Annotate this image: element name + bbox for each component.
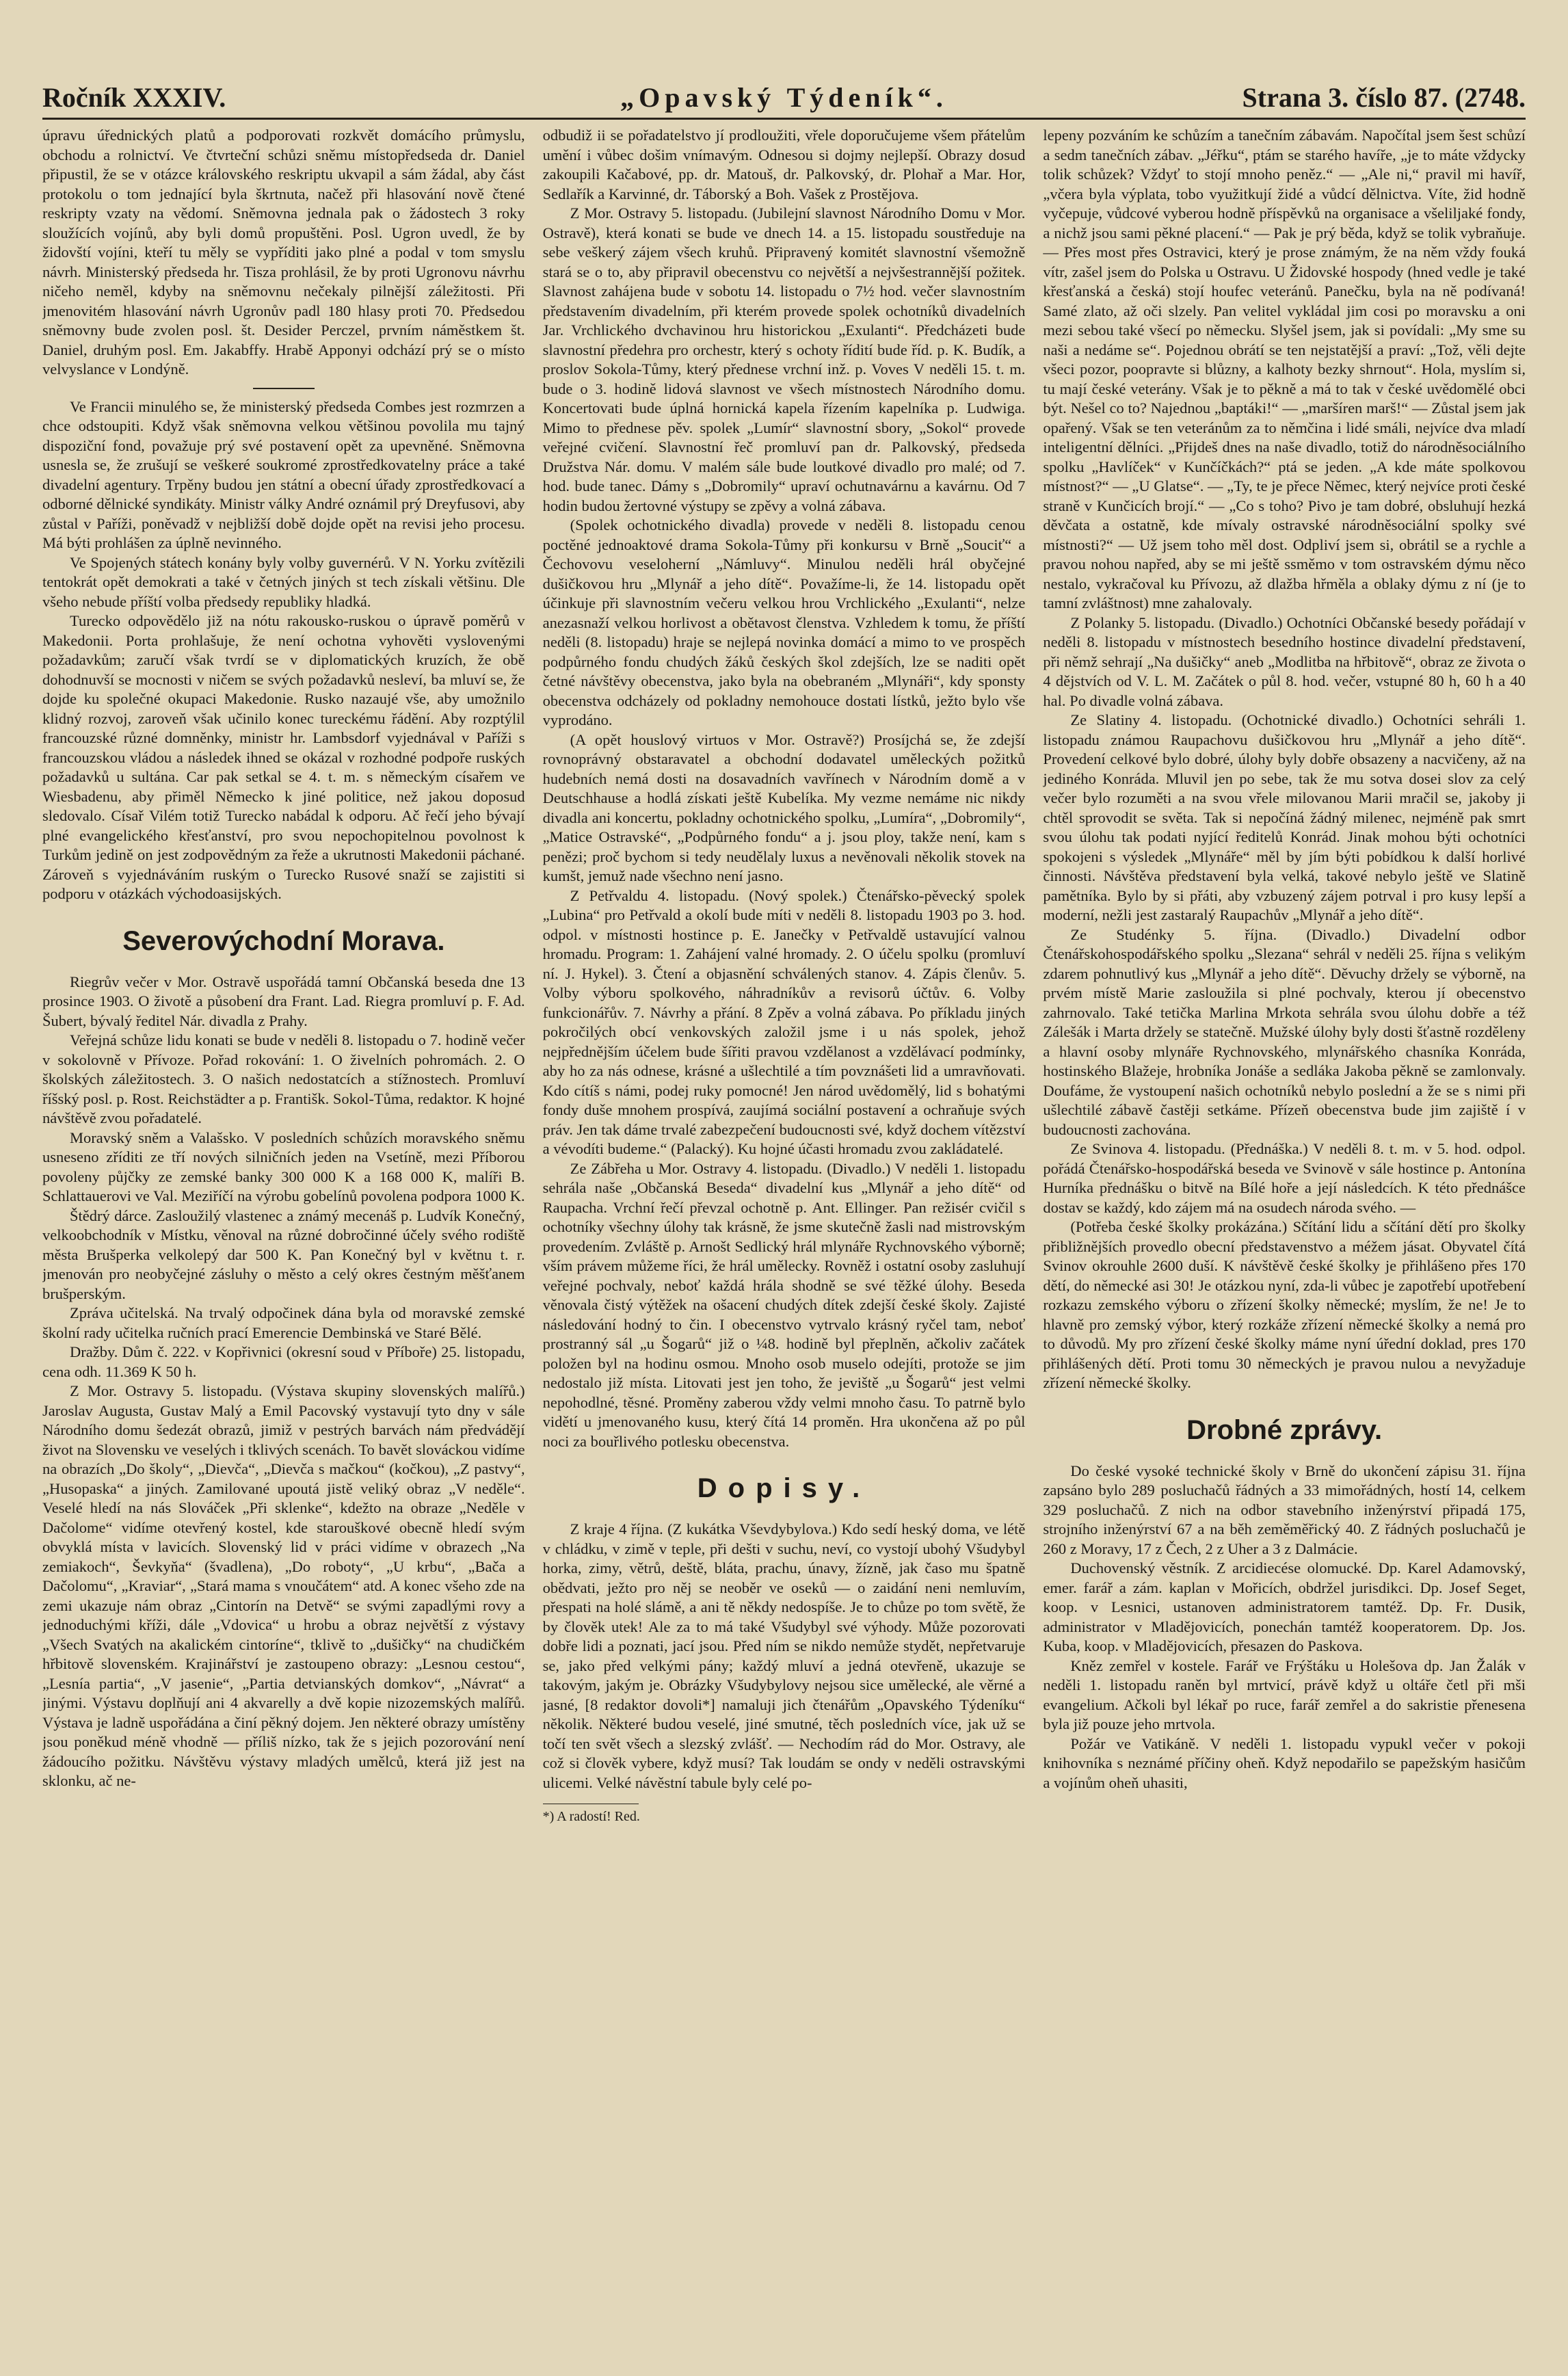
volume-label: Ročník XXXIV. <box>42 81 226 113</box>
article-paragraph: Dražby. Dům č. 222. v Kopřivnici (okresní soud v Příboře) 25. listopadu, cena odh. 11.369 K 50 h. <box>42 1343 525 1380</box>
article-paragraph: Štědrý dárce. Zasloužilý vlastenec a známý mecenáš p. Ludvík Konečný, velkoobchodník v Místku, věnoval na různé dobročinné účely svého rodiště města Brušperka velkolepý dar 500 K. Pan Konečný byl v květnu t. r. jmenován pro neobyčejné zásluhy o město a celý okres čestným měšťanem brušperským. <box>42 1206 525 1302</box>
article-paragraph: Požár ve Vatikáně. V neděli 1. listopadu vypukl večer v pokoji knihovníka s neznámé příčiny oheň. Když nepodařilo se papežským hasičům a vojínům oheň uhasiti, <box>1043 1734 1526 1791</box>
article-paragraph: (Spolek ochotnického divadla) provede v neděli 8. listopadu cenou poctěné jednoaktové drama Sokola-Tůmy při konkursu v Brně „Souciť“ a Čechovovu veseloherní „Námluvy“. Minulou neděli hrál obyčejné dušičkovou hru „Mlynář a jeho dítě“. Považíme-li, že 14. listopadu opět účinkuje při slavnostním večeru velkou hrou Vrchlického „Exulanti“, nelze anezasnaží velkou horlivost a obětavost členstva. Vzhledem k tomu, že příští neděli (8. listopadu) hraje se nejlepá novinka domácí a mimo to ve prospěch podpůrného fondu chudých žáků českých škol zdejších, lze se naditi opět četné návštěvy obecenstva, jako byla na obebraném „Mlynáři“, kdy sponsty obecenstva odcházely od pokladny nemohouce dostati lístků, ježto bylo vše vyprodáno. <box>542 516 1026 728</box>
column-1 <box>42 126 525 2335</box>
article-paragraph: Zpráva učitelská. Na trvalý odpočinek dána byla od moravské zemské školní rady učitelka ručních prací Emerencie Dembinská ve Staré Bělé. <box>42 1304 525 1341</box>
article-paragraph: lepeny pozváním ke schůzím a tanečním zábavám. Napočítal jsem šest schůzí a sedm tanečních zábav. „Jéřku“, ptám se starého havíře, „je to máte vždycky tolik schůzek? Vždyť to stojí mnoho peněz.“ — „Ale ni,“ pravil mi havíř, „včera byla výplata, tobo využitkují židé a vůdcí dělnictva. Víte, žid hodně vyčepuje, vůdcové vyberou hodně příspěvků na organisace a všeliljaké fondy, a nichž jsou sami pěkné placení.“ — Pak je prý běda, když se tolik vybraňuje. — Přes most přes Ostravici, který je prose známým, že na něm vždy fouká vítr, zašel jsem do Polska u Ostravu. U Židovské hospody (hned vedle je také křesťanská a česká) stojí houfec veteránů. Panečku, byla na ně podívaná! Samé zlato, až oči slzely. Pan velitel vykládal jim cosi po moravsku a oni mezi sebou také všecí po německu. Slyšel jsem, jak si povídali: „My sme su naši a nedáme se“. Pojednou obrátí se ten nejstatější a praví: „Tož, věli dejte všeci pozor, poopravte si blůzny, a kalhoty bezky shrnout“. Hola, myslím si, tu mají české veterány. Však je to pěkně a má to tak v české uvědomělé obci být. Nešel co to? Najednou „baptáki!“ — „maršíren marš!“ — Zůstal jsem jak opařený. Však se ten veteránům za to němčina i lidé smáli, nejvíce dva mladí inteligentní dělníci. „Přijdeš dnes na naše divadlo, totiž do národněsociálního spolku „Havlíček“ v Kunčíčkách?“ ptá se jeden. „A kde máte spolkovou místnost?“ — „U Glatse“. — „Ty, te je přece Němec, který nejvíce proti české straně v Kunčicích brojí.“ — „Co s toho? Pivo je tam dobré, obsluhují hezká děvčata a ostatně, kde mívaly ostravské národněsociální spolky své místnosti?“ — Už jsem toho měl dost. Odpliví jsem si, obrátil se a rychle a pravou nohou napřed, aby se mi ještě ssměmo v tom ostravském dýmu něco nestalo, vykračoval ku Přívozu, až dlažba hřměla a oblaky dýmu z ní (je to tamní zvláštnost) mne zahalovaly. <box>1043 127 1526 611</box>
article-paragraph: Turecko odpovědělo již na nótu rakousko-ruskou o úpravě poměrů v Makedonii. Porta prohlašuje, že není ochotna vyhověti vyslovenými požadavkům; zaručí však tvrdí se v diplomatických kruzích, že obě dohodnuvší se mocnosti v ničem se svých požadavků nesleví, ba mluví se, že dojde ku společné okupaci Makedonie. Rusko nazaujé vše, aby umožnilo klidný rozvoj, zaroveň však učinilo konec tureckému řádění. Aby rozptýlil francouzské různé domněnky, ministr hr. Lambsdorf vyjednával v Paříži s francouzskou vládou a následek ihned se okázal v rozhodné podpoře ruských požadavků u sultána. Car pak setkal se 4. t. m. s německým císařem ve Wiesbadenu, aby přiměl Německo k jiné politice, než jakou doposud sledovalo. Císař Vilém totiž Turecko nabádal k odporu. Ač řečí jeho bývají plné evangelického křesťanství, pro svou nepochopitelnou povolnost k Turkům jedině on jest zodpovědným za řeže a ukrutnosti Makedonii páchané. Zároveň s vyjednáváním ruským o Turecko Rusové snaží se zajistiti si podporu v otázkách východoasijských. <box>42 612 525 902</box>
masthead <box>42 77 1526 120</box>
article-paragraph: Kněz zemřel v kostele. Farář ve Frýštáku u Holešova dp. Jan Žalák v neděli 1. listopadu raněn byl mrtvicí, právě když u oltáře četl při mši evangelium. Ačkoli byl lékař po ruce, farář zemřel a do sakristie přenesena byla již pouze jeho mrtvola. <box>1043 1656 1526 1732</box>
page-issue-label: Strana 3. číslo 87. (2748. <box>1242 81 1526 113</box>
footnote: *) A radostí! Red. <box>542 1809 640 1824</box>
section-heading: Severovýchodní Morava. <box>122 925 445 956</box>
article-paragraph: úpravu úřednických platů a podporovati rozkvět domácího průmyslu, obchodu a rolnictví. Ve čtvrteční schůzi sněmu místopředseda dr. Daniel připustil, že se v otázce královského reskriptu ukvapil a sám žádal, aby část protokolu o tom jednající byla škrtnuta, načež při hlasování nově čtené reskripty vzaty na vědomí. Sněmovna jednala pak o žádostech 3 roky sloužících vojínů, aby byli domů propuštěni. Posl. Ugron uvedl, že by židovští vojíni, kteří tu měly se vypříditi jako plné a podal v tom smyslu návrh. Ministerský předseda hr. Tisza prohlásil, že by proti Ugronovu návrhu ničeho neměl, kdyby na sněmovnu nečekaly pilnější záležitosti. Při jmenovitém hlasování návrh Ugronův padl 180 hlasy proti 70. Předsedou sněmovny bude zvolen posl. št. Desider Perczel, prvním náměstkem št. Daniel, druhým posl. Em. Jakabffy. Hrabě Apponyi odchází prý se o místo velvyslance v Londýně. <box>42 127 525 378</box>
article-paragraph: Z Petřvaldu 4. listopadu. (Nový spolek.) Čtenářsko-pěvecký spolek „Lubina“ pro Petřvald a okolí bude míti v neděli 8. listopadu 1903 po 3. hod. odpol. v místnosti hostince p. E. Janečky v Petřvaldě ustavující valnou hromadu. Program: 1. Zahájení valné hromady. 2. O účelu spolku (promluví ní. J. Hykel). 3. Čtení a objasnění schválených stanov. 4. Zápis členův. 5. Volby výboru spolkového, náhradníkův a revisorů účtův. 6. Volby funkcionářův. 7. Návrhy a přání. 8 Zpěv a volná zábava. Po příkladu jiných pokročilých obcí venkovských založil jsme i u nás spolek, jehož nejpřednějším účelem bude šířiti pravou vzdělanost a vzdělávací podmínky, aby ho za nás odnese, krásné a ušlechtilé a tím povznášeti lid a umravňovati. Kdo cítíš s námi, podej ruky pomocné! Jen národ uvědomělý, lid s bohatými fondy duše mnohem prospívá, zaujímá sociální postavení a ochraňuje svých práv. Jen tak dáme trvalé zabezpečení budoucnosti své, když dochem vítězství a vévodíti budeme.“ (Palacký). Ku hojné účasti hromadu zvou zakládatelé. <box>542 886 1026 1157</box>
article-paragraph: Ze Studénky 5. října. (Divadlo.) Divadelní odbor Čtenářskohospodářského spolku „Slezana“ sehrál v neděli 25. října s velikým zdarem pohnutlivý kus „Mlynář a jeho dítě“. Děvuchy držely se výborně, na prvém místě Marie zasloužila si plné pochvaly, kterou jí obecenstvo zahrnovalo. Také tetička Marlina Mrkota sehrála svou úlohu dobře a též Zálešák i Marta držely se statečně. Mužské úlohy byly dosti šťastně rozděleny a hlavní osoby mlynáře Rychnovského, mlynářského chasníka Konráda, hostinského Blažeje, hrobníka Jonáše a sedláka Jakoba pěkně se zamlonvaly. Doufáme, že vystoupení našich ochotníků nebylo poslední a že se s nimi při ušlechtilé zábavě častěji setkáme. Přízeň obecenstva bude jim zajiště í v budoucnosti zachována. <box>1043 925 1526 1138</box>
article-paragraph: Moravský sněm a Valašsko. V posledních schůzích moravského sněmu usneseno zříditi ze tří nových silničních jeden na Vsetíně, mezi Příborou povoleny půjčky ze zemské banky 300 000 K a 168 000 K, malíři B. Schlattauerovi ve Val. Meziříčí na výrobu gobelínů povolena podpora 1000 K. <box>42 1128 525 1204</box>
section-heading: Drobné zprávy. <box>1186 1414 1383 1445</box>
article-paragraph: Do české vysoké technické školy v Brně do ukončení zápisu 31. října zapsáno bylo 289 posluchačů řádných a 33 mimořádných, hostí 14, celkem 329 posluchačů. Z nich na odbor stavebního inženýrství připadá 175, strojního inženýrství 67 a na běh zeměměřický 40. Z řádných posluchačů je 260 z Moravy, 17 z Čech, 2 z Uher a 3 z Dalmácie. <box>1043 1462 1526 1557</box>
article-paragraph: (A opět houslový virtuos v Mor. Ostravě?) Prosíjchá se, že zdejší rovnoprávný obstaravatel a obchodní dodavatel uměleckých požitků hudebních nemá dosti na dosavadních vavřínech v Národním domě a v Deutschhause a hodlá získati ještě Kubelíka. My vezme nemáme nic nikdy divadla ani koncertu, pokladny ochotnického spolku, „Lumíra“, „Dobromily“, „Matice Ostravské“, „Podpůrného fondu“ a j. jsou ploy, takže není, kam s penězi; proč bychom si tedy neudělaly luxus a nevěnovali několik stovek na kumšt, jemuž nade všechno není jasno. <box>542 730 1026 884</box>
article-paragraph: Duchovenský věstník. Z arcidiecése olomucké. Dp. Karel Adamovský, emer. farář a zám. kaplan v Mořicích, obdržel jurisdikci. Dp. Josef Seget, koop. v Lesnici, ustanoven administratorem tamtéž. Dp. Fr. Dusik, administrator v Mladějovicích, ponechán tamtéž kooperatorem. Dp. Jos. Kuba, koop. v Mladějovicích, přesazen do Paskova. <box>1043 1559 1526 1654</box>
article-paragraph: Ve Spojených státech konány byly volby guvernérů. V N. Yorku zvítězili tentokrát opět demokrati a také v četných jiných st tech získali většinu. Dle všeho nebude příští volba předsedy republiky hladká. <box>42 553 525 610</box>
article-paragraph: Ze Svinova 4. listopadu. (Přednáška.) V neděli 8. t. m. v 5. hod. odpol. pořádá Čtenářsko-hospodářská beseda ve Svinově v sále hostince p. Antonína Hurníka přednášku o bitvě na Bílé hoře a její následcích. K této přednášce dostav se každý, kdo zájem má na osudech národa svého. — <box>1043 1140 1526 1216</box>
article-paragraph: (Potřeba české školky prokázána.) Sčítání lidu a sčítání dětí pro školky přibližnějších provedlo obecní představenstvo a méžem jásat. Obyvatel čítá Svinov okrouhle 2600 duší. K návštěvě české školky je přihlášeno přes 170 dětí, do německé asi 30! Je otázkou nyní, zda-li vůbec je zapotřebí upotřebení rozkazu zemského výboru o zřízení školky německé; myslím, že ne! Je to hlavně pro zemský výbor, který rozkáže zřízení německé školky a nemá pro to důvodů. My pro zřízení české školky máme nyní úřední doklad, pres 170 přihlášených dětí. Proti tomu 30 německých je pravou nulou a nevyžaduje zřízení německé školky. <box>1043 1218 1526 1391</box>
section-divider <box>253 388 315 389</box>
columns <box>42 126 1526 2335</box>
newspaper-title: „Opavský Týdeník“. <box>620 81 948 113</box>
column-2 <box>543 126 1026 2335</box>
article-paragraph: Z Mor. Ostravy 5. listopadu. (Výstava skupiny slovenských malířů.) Jaroslav Augusta, Gustav Malý a Emil Pacovský vystavují tyto dny v sále Národního domu šedezát obrazů, jimiž v pestrých barvách nám předvádějí život na Slovensku ve veselých i tklivých scenách. To bavět slováckou vidíme na obrazích „Do školy“, „Dievča“, „Dievča s mačkou“ (kočkou), „Z pastvy“, „Husopaska“ a jiných. Zamilované upoutá jistě veliký obraz „V neděle“. Veselé hledí na nás Slováček „Při sklenke“, kdežto na obraze „Neděle v Dačolome“ vidíme otevřený kostel, kde starouškové obecně hledí svým obvyklá místa v lavicích. Slovenský lid v práci vidíme v obrazech „Na zemiakoch“, Ševkyňa“ (švadlena), „Do roboty“, „U krbu“, „Bača a Dačolomu“, „Kraviar“, „Stará mama s vnoučátem“ atd. A konec všeho zde na zemi ukazuje nám obraz „Cintorín na Detvě“ se svými zapadlými rovy a jednoduchými kříži, dále „Vdovica“ u hrobu a obraz největší z výstavy „Všech Svatých na akalickém cintoríne“, tklivě to „dušičky“ na chudičkém hřbitově slovenském. Krajinářství je zastoupeno obrazy: „Lesnou cestou“, „Lesnía partia“, „V jasenie“, „Partia detvianských domkov“, „Návrat“ a jinými. Výstavu doplňují ani 4 akvarelly a dvě kopie nizozemských malířů. Výstava je ladně uspořádána a činí pěkný dojem. Jen některé obrazy umístěny jsou poněkud méně vhodně — příliš nízko, tak že s jejich pozorování není žádoucího požitku. Návštěvu výstavy mladých umělců, která již jest na sklonku, ač ne- <box>42 1382 525 1789</box>
section-heading: Dopisy. <box>697 1473 871 1503</box>
article-paragraph: Z Polanky 5. listopadu. (Divadlo.) Ochotníci Občanské besedy pořádají v neděli 8. listopadu v místnostech besedního hostince divadelní představení, při němž sehrají „Na dušičky“ aneb „Modlitba na hřbitově“, obraz ze života o 4 dějstvích od V. L. M. Začátek o půl 8. hod. večer, vstupné 80 h, 60 h a 40 hal. Po divadle volná zábava. <box>1043 613 1526 709</box>
article-paragraph: Z Mor. Ostravy 5. listopadu. (Jubilejní slavnost Národního Domu v Mor. Ostravě), která konati se bude ve dnech 14. a 15. listopadu soustředuje na sebe veškerý zájem všech kruhů. Připravený komitét slavnostní všemožně stará se o to, aby připravil obecenstvu co největší a nejvšestrannější požitek. Slavnost zahájena bude v sobotu 14. listopadu o 7½ hod. večer slavnostním představením divadelním, při kterém provede spolek ochotníků divadelních Jar. Vrchlického dvchavinou hru historickou „Exulanti“. Předcházeti bude slavnostní předehra pro orchestr, který s ochoty řídití bude říd. p. K. Budík, a proslov Sokola-Tůmy, který přednese vrchní inž. p. Voves V neděli 15. t. m. bude o 3. hodině lidová slavnost ve všech místnostech Národního domu. Koncertovati bude úplná hornická kapela řízením kapelníka p. Ludwiga. Mimo to přednese pěv. spolek „Lumír“ slavnostní sbory, „Sokol“ provede veřejné cvičení. Slavnostní řeč promluví pan dr. Palkovský, předseda Družstva Nár. domu. V malém sále bude loutkové divadlo pro malé; od 7. hod. bude tanec. Dámy s „Dobromily“ upraví ochutnavárnu a kavárnu. Od 7 hodin budou žertovné výstupy se zpěvy a volná zábava. <box>542 204 1026 514</box>
column-3 <box>1043 126 1526 2335</box>
article-paragraph: odbudiž ii se pořadatelstvo jí prodloužiti, vřele doporučujeme všem přátelům umění i vůbec došim vnímavým. Odnesou si dojmy nejlepší. Obrazy dosud zakoupili Kačabové, pp. dr. Matouš, dr. Palkovský, dr. Plohař a Mar. Hor, Sedlařík a Karvinné, dr. Táborský a Boh. Vašek z Prostějova. <box>542 127 1026 202</box>
article-paragraph: Ve Francii minulého se, že ministerský předseda Combes jest rozmrzen a chce odstoupiti. Když však sněmovna velkou většinou povolila mu tajný dispoziční fond, považuje prý své postavení opět za upevněné. Sněmovna usnesla se, že zrušují se veškeré soukromé zprostředkovatelny práce a také divadelní agentury. Trpěny budou jen státní a obecní úřady zprostředkovací a odborné dělnické syndikáty. Ministr války André oznámil prý Dreyfusovi, aby zůstal v Paříži, poněvadž v nejbližší době dojde opět na revisi jeho procesu. Má býti prohlášen za úplně nevinného. <box>42 397 525 551</box>
article-paragraph: Ze Zábřeha u Mor. Ostravy 4. listopadu. (Divadlo.) V neděli 1. listopadu sehrála naše „Občanská Beseda“ divadelní kus „Mlynář a jeho dítě“ od Raupacha. Vrchní řečí převzal ochotně p. Ant. Ellinger. Pan režisér cvičil s ochotníky všechny úlohy tak krásně, že jsme skutečně žasli nad mistrovským provedením. Zvláště p. Arnošt Sedlický hrál mlynáře Rychnovského výborně; vším právem můžeme říci, že hrál umělecky. Rovněž i ostatní osoby zasluhují veřejné pochvaly, neboť každá hrála shodně se své těžké úlohy. Beseda věnovala čistý výtěžek na ošacení chudých dítek zdejší české školy. Zajisté následování hodný to čin. I obecenstvo vytrvalo krásný ryčel tam, neboť prostranný sál „u Šogarů“ již o ¼8. hodině byl přeplněn, ačkoliv začátek položen byl na hodinu osmou. Mnoho osob muselo odejíti, protože se jim nedostalo již místa. Litovati jest jen toho, že jeviště „u Šogarů“ jest velmi nepohodlné, těsné. Proměny zaberou vždy velmi mnoho času. To patrně bylo vidětí u jmenovaného kusu, který čítá 14 proměn. Hra ukončena až po půl noci za bouřlivého potlesku obecenstva. <box>542 1159 1026 1450</box>
article-paragraph: Veřejná schůze lidu konati se bude v neděli 8. listopadu o 7. hodině večer v sokolovně v Přívoze. Pořad rokování: 1. O živelních pohromách. 2. O školských záležitostech. 3. O našich nedostatcích a stížnostech. Promluví říšský posl. p. Rost. Reichstädter a p. Františk. Sokol-Tůma, redaktor. K hojné návštěvě zvou pořadatelé. <box>42 1031 525 1126</box>
article-paragraph: Ze Slatiny 4. listopadu. (Ochotnické divadlo.) Ochotníci sehráli 1. listopadu známou Raupachovu dušičkovou hru „Mlynář a jeho dítě“. Provedení celkové bylo dobré, úlohy byly dobře obsazeny a nacvičeny, až na jediného Konráda. Mluvil jen po sebe, tak že mu sotva dosei slov za celý večer bylo rozuměti a na svou vřele milovanou Marii mračil se, jakoby ji chtěl sprovodit se světa. Tak si nepočíná žádný milenec, nejméně pak smrt svou úlohu tak podati nyjící ředitelů Konrád. Jinak mohou býti ochotníci spokojeni s výsledek „Mlynáře“ měl by jím býti pobídkou k další horlivé činnosti. Návštěva představení byla velká, takové nebylo ještě ve Slatině pamětníka. Bylo by si přáti, aby vzbuzený zájem potrval i pro kusy lepší a moderní, nežli jest zastaralý Raupachův „Mlynář a jeho dítě“. <box>1043 711 1526 923</box>
article-paragraph: Riegrův večer v Mor. Ostravě uspořádá tamní Občanská beseda dne 13 prosince 1903. O životě a působení dra Frant. Lad. Riegra promluví p. F. Ad. Šubert, bývalý ředitel Nár. divadla z Prahy. <box>42 973 525 1029</box>
article-paragraph: Z kraje 4 října. (Z kukátka Vševdybylova.) Kdo sedí heský doma, ve létě v chládku, v zimě v teple, při dešti v suchu, neví, co vystojí ubohý Všudybyl horka, zimy, větrů, deště, bláta, prachu, únavy, žízně, jak časo mu špatně obědvati, ježto pro něj se neoběr ve oseků — o zaidání neni nemluvím, přespati na holé slámě, a ani tě někdy nedospíše. Je to chůze po tom světě, že by člověk utek! Ale za to má také Všudybyl své výhody. Může pozorovati dobře lidi a poznati, jací jsou. Před ním se nikdo nemůže stydět, nepřetvaruje se, jako před velkými pány; každý mluví a jedná otevřeně, ukazuje se takovým, jakým je. Obrázky Všudybylovy nejsou sice umělecké, ale věrné a jasné, [8 redaktor dovoli*] namaluji jich čtenářům „Opavského Týdeníku“ několik. Některé budou veselé, jiné smutné, těch posledních více, jak už se točí ten svět všech a slezský zvlášť. — Nechodím rád do Mor. Ostravy, ale což si člověk vybere, když musí? Tak loudám se ondy v neděli ostravskými ulicemi. Velké návěstní tabule byly celé po- <box>542 1520 1026 1791</box>
